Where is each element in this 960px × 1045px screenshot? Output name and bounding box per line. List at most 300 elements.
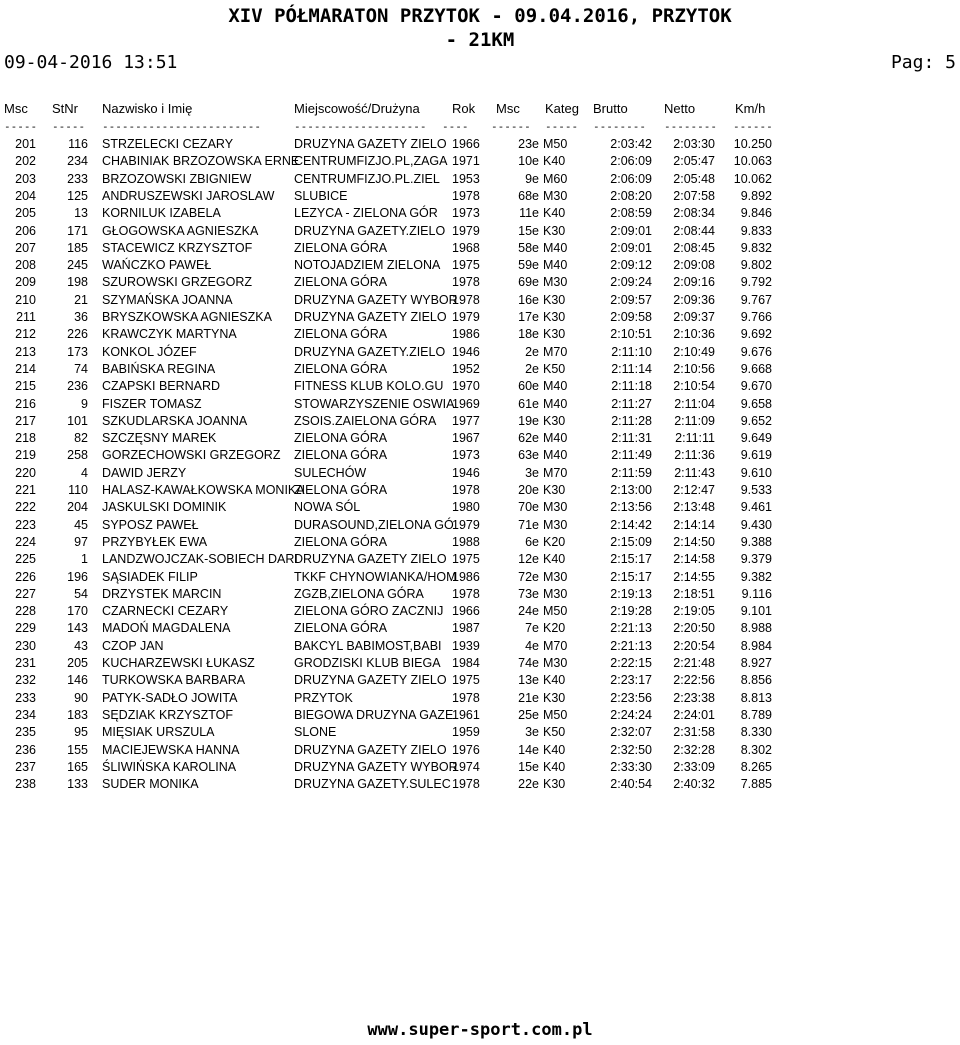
cell-year: 1970	[452, 379, 480, 394]
cell-cat: K20	[543, 621, 566, 636]
table-row	[0, 482, 960, 499]
cell-gross: 2:09:57	[610, 292, 652, 307]
cell-gross: 2:19:28	[610, 604, 652, 619]
cell-msc: 217	[15, 413, 36, 428]
table-row	[0, 171, 960, 188]
cell-club: ZIELONA GÓRA	[294, 448, 388, 463]
cell-club: DRUZYNA GAZETY ZIELO	[294, 552, 447, 567]
cell-net: 2:20:50	[673, 621, 715, 636]
cell-club: CENTRUMFIZJO.PL,ZAGA	[294, 154, 448, 169]
cell-net: 2:14:50	[673, 534, 715, 549]
cell-club: ZGZB,ZIELONA GÓRA	[294, 586, 424, 601]
separator: --------	[664, 120, 717, 133]
cell-stnr: 43	[74, 638, 88, 653]
table-row	[0, 257, 960, 274]
cell-msc: 212	[15, 327, 36, 342]
cell-year: 1975	[452, 258, 480, 273]
cell-cat: K40	[543, 552, 566, 567]
cell-pos: 72e	[518, 569, 539, 584]
table-row	[0, 378, 960, 395]
cell-net: 2:09:36	[673, 292, 715, 307]
cell-cat: K30	[543, 223, 566, 238]
cell-club: SLUBICE	[294, 188, 348, 203]
cell-gross: 2:11:49	[611, 448, 652, 463]
cell-year: 1952	[452, 361, 480, 376]
cell-cat: K50	[543, 361, 566, 376]
col-header-stnr: StNr	[52, 101, 78, 116]
cell-stnr: 101	[67, 413, 88, 428]
cell-gross: 2:11:14	[611, 361, 652, 376]
cell-stnr: 82	[74, 431, 88, 446]
table-row	[0, 690, 960, 707]
cell-stnr: 196	[67, 569, 88, 584]
cell-net: 2:08:34	[673, 206, 715, 221]
cell-pos: 71e	[518, 517, 539, 532]
cell-club: DRUZYNA GAZETY WYBOR	[294, 759, 458, 774]
separator: -----	[4, 120, 38, 133]
cell-name: STRZELECKI CEZARY	[102, 137, 234, 151]
cell-msc: 202	[15, 154, 36, 169]
cell-name: MACIEJEWSKA HANNA	[102, 742, 240, 757]
separator: --------	[593, 120, 646, 133]
cell-name: SĘDZIAK KRZYSZTOF	[102, 707, 234, 722]
cell-pos: 15e	[518, 223, 539, 238]
cell-pos: 61e	[518, 396, 539, 411]
cell-msc: 238	[15, 777, 36, 792]
cell-year: 1978	[452, 292, 480, 307]
cell-cat: M30	[543, 569, 568, 584]
cell-cat: K40	[543, 742, 566, 757]
cell-msc: 208	[15, 258, 36, 273]
col-header-net: Netto	[664, 101, 696, 116]
cell-stnr: 4	[81, 465, 88, 480]
table-row	[0, 240, 960, 257]
col-header-speed: Km/h	[735, 101, 766, 116]
cell-net: 2:10:54	[673, 379, 715, 394]
cell-cat: K50	[543, 725, 566, 740]
cell-name: KRAWCZYK MARTYNA	[102, 327, 237, 342]
cell-stnr: 45	[74, 517, 88, 532]
table-row	[0, 707, 960, 724]
cell-cat: M30	[543, 188, 568, 203]
table-row	[0, 672, 960, 689]
col-header-gross: Brutto	[593, 101, 628, 116]
cell-speed: 9.388	[740, 534, 772, 549]
cell-gross: 2:14:42	[610, 517, 652, 532]
cell-club: STOWARZYSZENIE OSWIA	[294, 396, 455, 411]
cell-speed: 9.692	[740, 327, 772, 342]
cell-name: HALASZ-KAWAŁKOWSKA MONIKA	[102, 483, 305, 497]
cell-club: ZSOIS.ZAIELONA GÓRA	[294, 413, 437, 428]
cell-pos: 3e	[525, 465, 539, 480]
cell-year: 1967	[452, 431, 480, 446]
cell-msc: 216	[15, 396, 36, 411]
cell-net: 2:08:45	[673, 240, 715, 255]
cell-cat: M70	[543, 465, 568, 480]
col-header-msc: Msc	[4, 101, 28, 116]
separator: ------	[491, 120, 531, 133]
footer-website: www.super-sport.com.pl	[367, 1020, 593, 1040]
cell-pos: 6e	[525, 534, 539, 549]
table-row	[0, 274, 960, 291]
table-row	[0, 569, 960, 586]
cell-cat: M40	[543, 258, 568, 273]
cell-msc: 221	[15, 483, 36, 497]
cell-cat: M40	[543, 240, 568, 255]
cell-pos: 70e	[518, 500, 539, 515]
cell-club: DRUZYNA GAZETY ZIELO	[294, 673, 447, 688]
cell-cat: K30	[543, 483, 566, 497]
cell-gross: 2:15:09	[610, 534, 652, 549]
cell-msc: 218	[15, 431, 36, 446]
cell-cat: K20	[543, 534, 566, 549]
column-header-row	[0, 100, 960, 117]
cell-speed: 8.789	[740, 707, 772, 722]
cell-stnr: 198	[67, 275, 88, 290]
cell-net: 2:11:43	[674, 465, 715, 480]
cell-cat: K30	[543, 327, 566, 342]
table-row	[0, 188, 960, 205]
cell-club: BIEGOWA DRUZYNA GAZE	[294, 707, 454, 722]
cell-speed: 7.885	[740, 777, 772, 792]
cell-msc: 206	[15, 223, 36, 238]
table-row	[0, 361, 960, 378]
cell-name: BRYSZKOWSKA AGNIESZKA	[102, 310, 272, 324]
cell-club: DRUZYNA GAZETY WYBOR	[294, 292, 458, 307]
table-row	[0, 223, 960, 240]
cell-msc: 224	[15, 534, 36, 549]
cell-year: 1966	[452, 137, 480, 151]
cell-cat: M60	[543, 171, 568, 186]
cell-year: 1978	[452, 586, 480, 601]
cell-net: 2:24:01	[673, 707, 715, 722]
cell-year: 1976	[452, 742, 480, 757]
table-row	[0, 430, 960, 447]
cell-net: 2:33:09	[673, 759, 715, 774]
cell-net: 2:22:56	[673, 673, 715, 688]
table-row	[0, 499, 960, 516]
cell-msc: 205	[15, 206, 36, 221]
cell-year: 1979	[452, 223, 480, 238]
cell-stnr: 90	[74, 690, 88, 705]
cell-club: ZIELONA GÓRA	[294, 431, 388, 446]
separator: --------------------	[294, 120, 427, 133]
cell-msc: 204	[15, 188, 36, 203]
cell-pos: 24e	[518, 604, 539, 619]
col-header-club: Miejscowość/Drużyna	[294, 101, 420, 116]
cell-name: SZUROWSKI GRZEGORZ	[102, 275, 252, 290]
cell-speed: 9.676	[740, 344, 772, 359]
cell-cat: K40	[543, 673, 566, 688]
cell-name: CZOP JAN	[102, 638, 164, 653]
cell-year: 1975	[452, 552, 480, 567]
cell-club: DRUZYNA GAZETY ZIELO	[294, 742, 447, 757]
cell-cat: M50	[543, 137, 568, 151]
cell-net: 2:14:58	[673, 552, 715, 567]
cell-msc: 222	[15, 500, 36, 515]
cell-club: BAKCYL BABIMOST,BABI	[294, 638, 442, 653]
cell-pos: 19e	[518, 413, 539, 428]
cell-speed: 9.610	[740, 465, 772, 480]
cell-pos: 2e	[525, 361, 539, 376]
cell-club: ZIELONA GÓRA	[294, 327, 388, 342]
table-row	[0, 153, 960, 170]
cell-name: GŁOGOWSKA AGNIESZKA	[102, 223, 259, 238]
cell-year: 1986	[452, 327, 480, 342]
cell-year: 1959	[452, 725, 480, 740]
cell-net: 2:10:36	[673, 327, 715, 342]
cell-net: 2:08:44	[673, 223, 715, 238]
cell-year: 1987	[452, 621, 480, 636]
cell-gross: 2:13:00	[610, 483, 652, 497]
cell-stnr: 171	[67, 223, 88, 238]
table-row	[0, 551, 960, 568]
cell-pos: 12e	[518, 552, 539, 567]
cell-net: 2:03:30	[673, 137, 715, 151]
table-row	[0, 447, 960, 464]
cell-speed: 9.846	[740, 206, 772, 221]
cell-stnr: 21	[74, 292, 88, 307]
cell-msc: 229	[15, 621, 36, 636]
cell-cat: K30	[543, 310, 566, 324]
cell-name: DAWID JERZY	[102, 465, 187, 480]
col-header-pos: Msc	[496, 101, 520, 116]
cell-name: TURKOWSKA BARBARA	[102, 673, 246, 688]
cell-name: SĄSIADEK FILIP	[102, 569, 198, 584]
cell-pos: 58e	[518, 240, 539, 255]
separator: ------------------------	[102, 120, 261, 133]
cell-speed: 9.533	[740, 483, 772, 497]
cell-gross: 2:11:59	[611, 465, 652, 480]
cell-speed: 9.658	[740, 396, 772, 411]
cell-msc: 232	[15, 673, 36, 688]
cell-stnr: 74	[74, 361, 88, 376]
cell-year: 1978	[452, 483, 480, 497]
cell-stnr: 183	[67, 707, 88, 722]
cell-stnr: 116	[68, 137, 88, 151]
cell-pos: 10e	[518, 154, 539, 169]
cell-pos: 9e	[525, 171, 539, 186]
cell-name: KONKOL JÓZEF	[102, 344, 197, 359]
cell-name: ANDRUSZEWSKI JAROSLAW	[102, 188, 275, 203]
cell-net: 2:11:04	[674, 396, 715, 411]
cell-gross: 2:10:51	[610, 327, 652, 342]
cell-stnr: 54	[74, 586, 88, 601]
cell-speed: 8.856	[740, 673, 772, 688]
table-row	[0, 344, 960, 361]
cell-speed: 9.792	[740, 275, 772, 290]
cell-speed: 8.265	[740, 759, 772, 774]
separator: -----	[545, 120, 579, 133]
cell-name: KORNILUK IZABELA	[102, 206, 221, 221]
cell-stnr: 146	[67, 673, 88, 688]
cell-club: SULECHÓW	[294, 465, 367, 480]
cell-year: 1979	[452, 517, 480, 532]
cell-name: MADOŃ MAGDALENA	[102, 621, 231, 636]
cell-stnr: 258	[67, 448, 88, 463]
cell-name: STACEWICZ KRZYSZTOF	[102, 240, 253, 255]
cell-net: 2:12:47	[673, 483, 715, 497]
cell-pos: 17e	[518, 310, 539, 324]
page-number: Pag: 5	[890, 52, 956, 73]
cell-name: CZARNECKI CEZARY	[102, 604, 229, 619]
cell-gross: 2:15:17	[610, 569, 652, 584]
cell-msc: 220	[15, 465, 36, 480]
cell-pos: 15e	[518, 759, 539, 774]
cell-gross: 2:06:09	[610, 171, 652, 186]
cell-speed: 9.833	[740, 223, 772, 238]
cell-year: 1961	[452, 707, 480, 722]
cell-club: ZIELONA GÓRA	[294, 483, 388, 497]
cell-msc: 207	[15, 240, 36, 255]
cell-cat: M70	[543, 344, 568, 359]
cell-stnr: 97	[74, 534, 88, 549]
cell-speed: 9.649	[740, 431, 772, 446]
table-row	[0, 603, 960, 620]
cell-club: ZIELONA GÓRA	[294, 621, 388, 636]
cell-speed: 9.379	[740, 552, 772, 567]
cell-year: 1978	[452, 777, 480, 792]
cell-net: 2:10:49	[673, 344, 715, 359]
cell-stnr: 36	[74, 310, 88, 324]
table-row	[0, 326, 960, 343]
cell-pos: 20e	[518, 483, 539, 497]
cell-club: SLONE	[294, 725, 337, 740]
cell-cat: K30	[543, 413, 566, 428]
cell-gross: 2:24:24	[610, 707, 652, 722]
cell-year: 1946	[452, 344, 480, 359]
table-row	[0, 517, 960, 534]
cell-speed: 9.101	[740, 604, 772, 619]
cell-msc: 214	[15, 361, 36, 376]
cell-msc: 237	[15, 759, 36, 774]
table-row	[0, 759, 960, 776]
cell-gross: 2:21:13	[610, 638, 652, 653]
cell-pos: 74e	[518, 656, 539, 670]
cell-speed: 9.619	[740, 448, 772, 463]
cell-stnr: 234	[67, 154, 88, 169]
cell-speed: 8.927	[740, 656, 772, 670]
cell-speed: 8.330	[740, 725, 772, 740]
separator: ------	[733, 120, 773, 133]
cell-net: 2:11:09	[674, 413, 715, 428]
cell-pos: 21e	[518, 690, 539, 705]
cell-speed: 10.250	[733, 137, 772, 151]
cell-msc: 233	[15, 690, 36, 705]
cell-speed: 9.382	[740, 569, 772, 584]
cell-year: 1988	[452, 534, 480, 549]
cell-gross: 2:11:28	[611, 413, 652, 428]
cell-stnr: 13	[74, 206, 88, 221]
cell-gross: 2:03:42	[610, 137, 652, 151]
cell-msc: 235	[15, 725, 36, 740]
cell-year: 1980	[452, 500, 480, 515]
cell-pos: 16e	[518, 292, 539, 307]
cell-msc: 203	[15, 171, 36, 186]
cell-name: PRZYBYŁEK EWA	[102, 534, 208, 549]
cell-stnr: 233	[67, 171, 88, 186]
cell-year: 1968	[452, 240, 480, 255]
cell-stnr: 173	[67, 344, 88, 359]
cell-net: 2:40:32	[673, 777, 715, 792]
cell-gross: 2:09:01	[610, 223, 652, 238]
cell-club: LEZYCA - ZIELONA GÓR	[294, 206, 438, 221]
cell-speed: 9.766	[740, 310, 772, 324]
cell-gross: 2:09:01	[610, 240, 652, 255]
cell-stnr: 95	[74, 725, 88, 740]
cell-gross: 2:11:18	[611, 379, 652, 394]
cell-cat: K40	[543, 154, 566, 169]
cell-gross: 2:08:20	[610, 188, 652, 203]
cell-pos: 62e	[518, 431, 539, 446]
cell-pos: 63e	[518, 448, 539, 463]
cell-net: 2:31:58	[673, 725, 715, 740]
cell-gross: 2:11:10	[611, 344, 652, 359]
cell-speed: 9.430	[740, 517, 772, 532]
cell-name: FISZER TOMASZ	[102, 396, 202, 411]
cell-speed: 9.461	[740, 500, 772, 515]
cell-cat: M40	[543, 448, 568, 463]
cell-net: 2:32:28	[673, 742, 715, 757]
cell-gross: 2:06:09	[610, 154, 652, 169]
table-row	[0, 465, 960, 482]
cell-pos: 69e	[518, 275, 539, 290]
col-header-year: Rok	[452, 101, 476, 116]
cell-pos: 60e	[518, 379, 539, 394]
table-row	[0, 309, 960, 326]
cell-pos: 4e	[525, 638, 539, 653]
cell-msc: 234	[15, 707, 36, 722]
cell-net: 2:21:48	[673, 656, 715, 670]
cell-gross: 2:09:12	[610, 258, 652, 273]
cell-speed: 8.302	[740, 742, 772, 757]
cell-year: 1939	[452, 638, 480, 653]
cell-club: DRUZYNA GAZETY.ZIELO	[294, 344, 446, 359]
cell-name: CHABINIAK BRZOZOWSKA ERNE	[102, 154, 300, 169]
cell-stnr: 170	[67, 604, 88, 619]
cell-speed: 9.767	[740, 292, 772, 307]
cell-net: 2:10:56	[673, 361, 715, 376]
cell-net: 2:07:58	[673, 188, 715, 203]
cell-cat: K30	[543, 690, 566, 705]
cell-cat: M70	[543, 638, 568, 653]
cell-pos: 14e	[518, 742, 539, 757]
cell-stnr: 110	[68, 483, 88, 497]
cell-name: GORZECHOWSKI GRZEGORZ	[102, 448, 281, 463]
cell-stnr: 9	[81, 396, 88, 411]
cell-pos: 18e	[518, 327, 539, 342]
cell-year: 1953	[452, 171, 480, 186]
cell-stnr: 204	[67, 500, 88, 515]
cell-club: DURASOUND,ZIELONA GÓ	[294, 517, 454, 532]
cell-cat: M40	[543, 379, 568, 394]
cell-cat: M30	[543, 586, 568, 601]
cell-club: DRUZYNA GAZETY.ZIELO	[294, 223, 446, 238]
cell-year: 1978	[452, 188, 480, 203]
cell-net: 2:19:05	[673, 604, 715, 619]
cell-cat: M40	[543, 431, 568, 446]
cell-gross: 2:40:54	[610, 777, 652, 792]
cell-net: 2:13:48	[673, 500, 715, 515]
cell-speed: 10.063	[733, 154, 772, 169]
table-row	[0, 534, 960, 551]
cell-club: DRUZYNA GAZETY ZIELO	[294, 137, 447, 151]
print-datetime: 09-04-2016 13:51	[4, 52, 178, 73]
cell-year: 1978	[452, 275, 480, 290]
cell-msc: 211	[16, 310, 36, 324]
cell-msc: 209	[15, 275, 36, 290]
cell-stnr: 185	[67, 240, 88, 255]
